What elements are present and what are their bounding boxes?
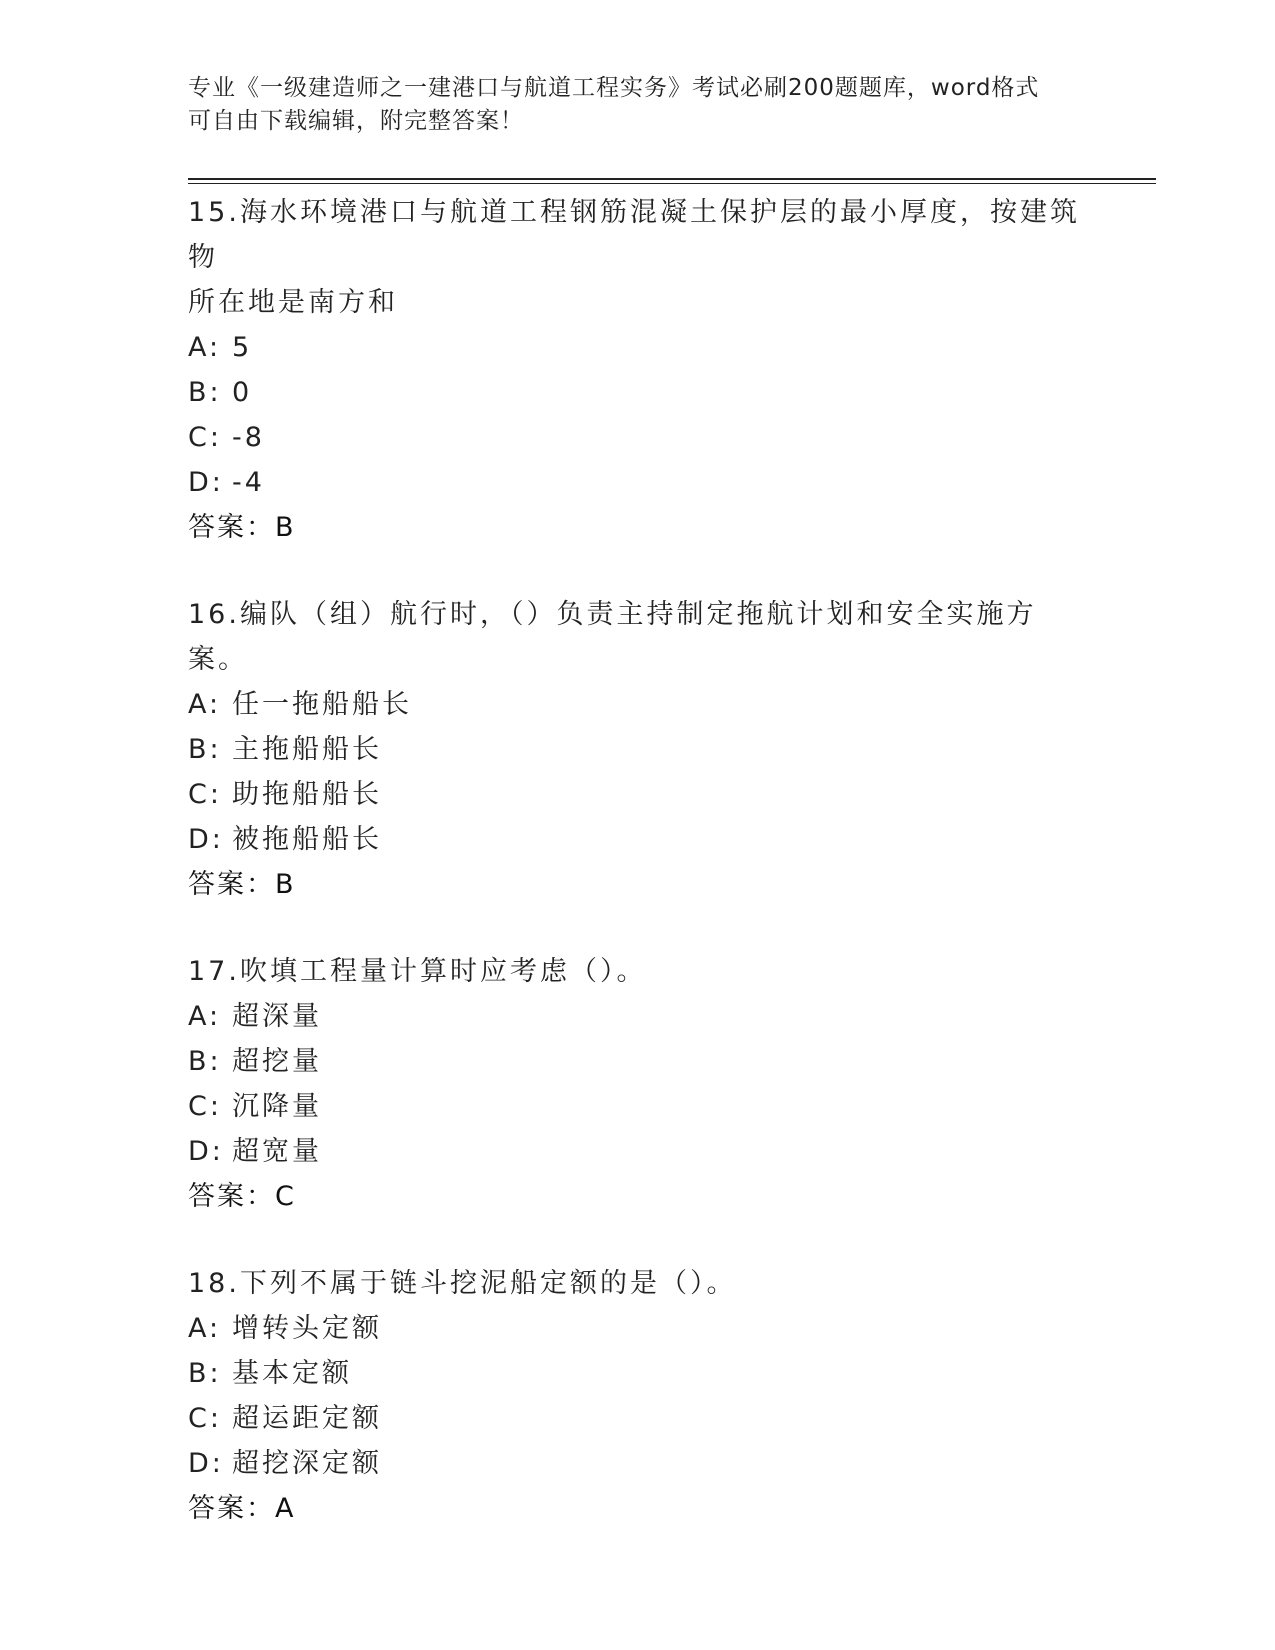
option-a [188,325,1088,370]
option-a [188,1306,1088,1351]
option-text: 基本定额 [232,1358,352,1389]
option-text: 超深量 [232,1001,322,1032]
option-key: D: [188,1136,224,1167]
option-key: A: [188,1001,222,1032]
option-text: 被拖船船长 [232,824,382,855]
option-key: B: [188,1358,222,1389]
option-key: C: [188,422,222,453]
option-text: -8 [232,422,265,453]
option-c [188,772,1088,817]
answer-line: 答案：B [188,869,296,900]
option-key: D: [188,824,224,855]
option-key: A: [188,1313,222,1344]
option-key: B: [188,734,222,765]
option-b [188,1351,1088,1396]
question-stem-continued: 所在地是南方和 [188,287,398,318]
option-text: 超挖深定额 [232,1448,382,1479]
option-key: A: [188,332,222,363]
option-a [188,994,1088,1039]
option-key: C: [188,1091,222,1122]
question-stem: 16.编队（组）航行时，（）负责主持制定拖航计划和安全实施方案。 [188,599,1037,675]
question-stem: 15.海水环境港口与航道工程钢筋混凝土保护层的最小厚度，按建筑物 [188,197,1080,273]
option-text: 任一拖船船长 [232,689,412,720]
option-d [188,817,1088,862]
option-key: D: [188,467,224,498]
option-b [188,727,1088,772]
header-line-2: 可自由下载编辑，附完整答案！ [188,108,524,134]
question-17 [188,949,1088,1219]
option-c [188,415,1088,460]
answer-line: 答案：B [188,512,296,543]
option-c [188,1396,1088,1441]
option-text: 增转头定额 [232,1313,382,1344]
option-key: D: [188,1448,224,1479]
question-16 [188,592,1088,907]
option-text: 超宽量 [232,1136,322,1167]
option-text: 超挖量 [232,1046,322,1077]
question-15 [188,190,1088,550]
option-key: A: [188,689,222,720]
option-b [188,1039,1088,1084]
option-d [188,460,1088,505]
header-divider-thin [188,183,1156,184]
option-key: B: [188,1046,222,1077]
option-d [188,1129,1088,1174]
header-line-1: 专业《一级建造师之一建港口与航道工程实务》考试必刷200题题库，word格式 [188,75,1040,101]
option-key: C: [188,1403,222,1434]
option-text: 主拖船船长 [232,734,382,765]
question-list [188,190,1088,1573]
question-stem: 17.吹填工程量计算时应考虑（）。 [188,956,647,987]
option-key: C: [188,779,222,810]
option-text: 5 [232,332,253,363]
option-text: -4 [232,467,265,498]
option-b [188,370,1088,415]
option-text: 沉降量 [232,1091,322,1122]
option-text: 0 [232,377,253,408]
option-text: 超运距定额 [232,1403,382,1434]
option-text: 助拖船船长 [232,779,382,810]
question-stem: 18.下列不属于链斗挖泥船定额的是（）。 [188,1268,737,1299]
answer-line: 答案：C [188,1181,296,1212]
answer-line: 答案：A [188,1493,296,1524]
option-a [188,682,1088,727]
option-d [188,1441,1088,1486]
option-c [188,1084,1088,1129]
document-header [188,72,1088,138]
option-key: B: [188,377,222,408]
header-divider [188,178,1156,180]
question-18 [188,1261,1088,1531]
